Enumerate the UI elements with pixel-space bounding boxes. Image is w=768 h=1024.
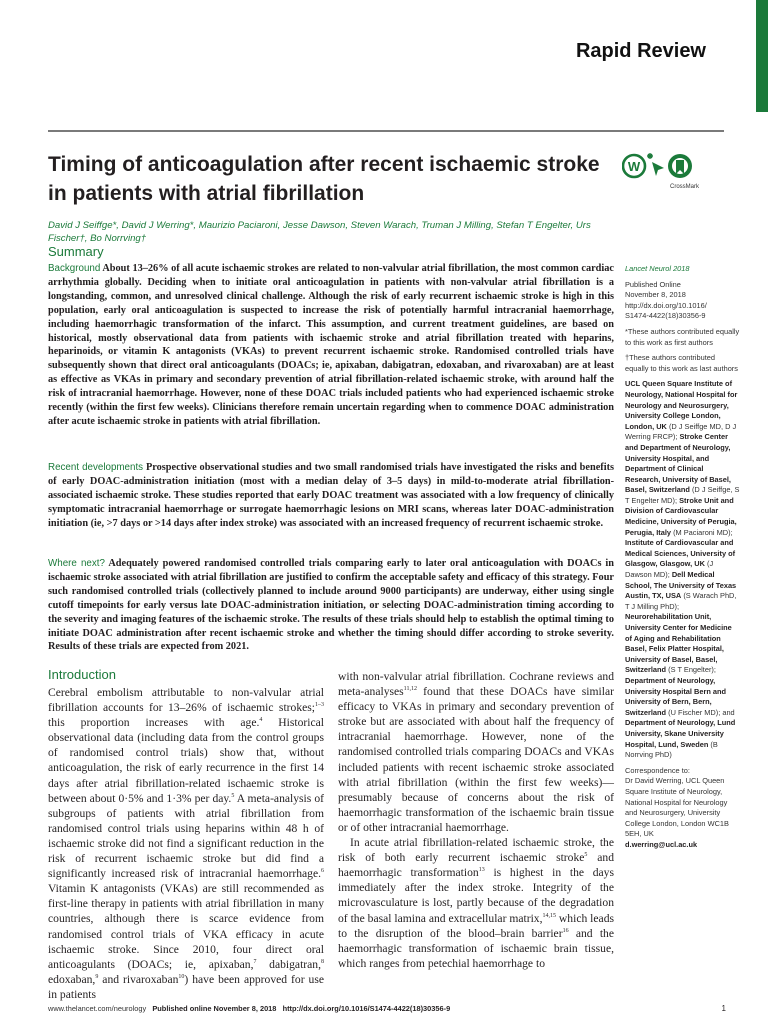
affiliation-people: (D J Seiffge MD, D J Werring FRCP); bbox=[625, 421, 737, 442]
abstract-recent-developments bbox=[48, 461, 614, 531]
equal-contribution-last: †These authors contributed equally to this work as last authors bbox=[625, 353, 738, 373]
section-color-bar bbox=[756, 0, 768, 112]
affiliation-people: (S Warach PhD, T J Milling PhD); bbox=[625, 591, 737, 611]
abstract-recent-label: Recent developments bbox=[48, 462, 144, 473]
crossmark-label: CrossMark bbox=[670, 184, 700, 190]
article-title: Timing of anticoagulation after recent ischaemic stroke in patients with atrial fibrillation bbox=[48, 153, 600, 205]
citation-ref[interactable]: 5 bbox=[231, 792, 235, 799]
svg-text:W: W bbox=[627, 159, 641, 174]
body-column-left bbox=[48, 685, 324, 1002]
body-paragraph: with non-valvular atrial fibrillation. Cochrane reviews and meta-analyses$^{11,12}$ found that these DOACs have similar efficacy to VKAs in primary and secondary prevention of stroke but are associated with about half the frequency of intracranial haemorrhage. However, none of the randomised controlled trials comparing DOACs and VKAs included patients with recent ischaemic stroke associated with atrial fibrillation (within the first few weeks)—presumably because of concerns about the risk of haemorrhagic transformation of the ischaemic brain tissue or of other intracranial haemorrhage. bbox=[338, 670, 614, 834]
abstract-recent-text: Prospective observational studies and two small randomised trials have investigated the risks and benefits of early DOAC-administration initiation (most with a median delay of 3–5 days) in mild-to-moderate atrial fibrillation-associated ischaemic stroke. These studies reported that early DOAC treatment was associated with a low frequency of clinically symptomatic intracranial haemorrhage or surrogate haemorrhagic lesions on MRI scans, whereas later DOAC-administration initiation (ie, >7 days or >14 days after index stroke) was associated with an increased frequency of recurrent ischaemic stroke. bbox=[48, 462, 615, 529]
correspondence-address: Dr David Werring, UCL Queen Square Institute of Neurology, National Hospital for Neurology and Neurosurgery, University College London, London WC1B 5EH, UK bbox=[625, 776, 729, 839]
section-label: Rapid Review bbox=[575, 40, 706, 62]
correspondence bbox=[625, 766, 740, 851]
citation-ref[interactable]: 4 bbox=[259, 717, 263, 724]
publication-date: November 8, 2018 bbox=[625, 290, 686, 300]
affiliation-name: Dell Medical School, The University of Texas Austin, TX, USA bbox=[625, 570, 737, 601]
affiliation-name: Neurorehabilitation Unit, University Center for Medicine of Aging and Rehabilitation Basel, Felix Platter Hospital, University of Basel, Basel, Switzerland bbox=[625, 612, 732, 675]
body-paragraph: Cerebral embolism attributable to non-valvular atrial fibrillation accounts for 13–26% of ischaemic strokes;$^{1-3}$ this proportion increases with age.$^4$ Historical observational data (including data from the control groups of randomised control trials) show that, without anticoagulation, the risk of early recurrence in the first 14 days after atrial fibrillation-related ischaemic stroke is between about 0·5% and 1·3% per day.$^5$ A meta-analysis of subgroups of patients with atrial fibrillation from randomised control trials using heparins within 48 h of ischaemic stroke did not find a significant reduction in the risk of recurrent ischaemic stroke but did find a significantly increased risk of intracranial haemorrhage.$^6$ Vitamin K antagonists (VKAs) are still recommended as first-line therapy in patients with atrial fibrillation in many countries, although there is scarce evidence from randomised control trials of VKA efficacy in acute ischaemic stroke. Since 2010, four direct oral anticoagulants (DOACs; ie, apixaban,$^7$ dabigatran,$^8$ edoxaban,$^9$ and rivaroxaban$^{10}$) have been approved for use in patients bbox=[48, 686, 325, 1001]
affiliation-people: (J Dawson MD); bbox=[625, 559, 714, 580]
footer-published: Published online November 8, 2018 bbox=[152, 1004, 277, 1013]
journal-citation: Lancet Neurol 2018 bbox=[625, 264, 690, 273]
doi-link-part2[interactable]: S1474-4422(18)30356-9 bbox=[625, 311, 706, 321]
published-online-label: Published Online bbox=[625, 279, 681, 289]
affiliation-people: (B Norrving PhD) bbox=[625, 739, 718, 760]
affiliation-name: Department of Neurology, Lund University, Skane University Hospital, Lund, Sweden bbox=[625, 718, 736, 749]
citation-ref[interactable]: 13 bbox=[478, 867, 485, 874]
sidebar bbox=[625, 264, 740, 855]
introduction-heading: Introduction bbox=[48, 667, 116, 682]
abstract-where-text: Adequately powered randomised controlled trials comparing early to later oral anticoagulation with DOACs in ischaemic stroke associated with atrial fibrillation are justified to confirm the acceptable safety and efficacy of this strategy. Four such randomised controlled trials (collectively planned to include around 9000 participants) are underway, either using single cutoff timepoints for early versus late DOAC-administration initiation, or selecting DOAC-administration timing according to the severity and imaging features of the ischaemic stroke. The results of these trials should help to establish the optimal timing to initiate DOAC administration after recent ischaemic stroke and whether the timing should differ according to stroke severity. Results of these trials are expected from 2021. bbox=[48, 558, 615, 653]
abstract-where-label: Where next? bbox=[48, 558, 105, 569]
citation-ref[interactable]: 11,12 bbox=[403, 686, 417, 693]
affiliation-name: Department of Neurology, University Hospital Bern and University of Bern, Bern, Switzerland bbox=[625, 675, 727, 717]
footer-doi[interactable]: http://dx.doi.org/10.1016/S1474-4422(18)30356-9 bbox=[282, 1004, 451, 1013]
abstract-background-text: About 13–26% of all acute ischaemic strokes are related to non-valvular atrial fibrillation, the most common cardiac arrhythmia globally. Deciding when to initiate oral anticoagulation in patients with non-valvular atrial fibrillation is a longstanding, common, and unresolved clinical challenge. Although the risk of early recurrent ischaemic stroke is high in this population, early oral anticoagulation is suspected to increase the risk of potentially harmful intracranial haemorrhage, including haemorrhagic transformation of the infarct. This assumption, and current treatment guidelines, are based on historical, mostly observational data from patients with ischaemic stroke and atrial fibrillation treated with heparins, heparinoids, or vitamin K antagonists (VKAs) to prevent recurrent ischaemic stroke. Randomised controlled trials have subsequently shown that direct oral anticoagulants (DOACs; ie, apixaban, dabigatran, edoxaban, and rivaroxaban) are at least as effective as VKAs in primary and secondary prevention of atrial fibrillation-related ischaemic stroke, with around half the risk of intracranial haemorrhage. However, none of these DOAC trials included patients who had experienced ischaemic stroke recently (within the first few weeks). Clinicians therefore remain uncertain regarding when to commence DOAC administration after acute ischaemic stroke in patients with atrial fibrillation. bbox=[48, 263, 614, 427]
journal-url[interactable]: www.thelancet.com/neurology bbox=[48, 1004, 147, 1013]
page-footer bbox=[48, 1004, 728, 1013]
affiliation-people: (S T Engelter); bbox=[668, 665, 716, 675]
correspondence-label: Correspondence to: bbox=[625, 765, 690, 775]
page-number: 1 bbox=[721, 1004, 726, 1013]
citation-ref[interactable]: 7 bbox=[253, 958, 257, 965]
affiliation-people: (U Fischer MD); and bbox=[668, 707, 735, 717]
citation-ref[interactable]: 8 bbox=[321, 958, 324, 965]
affiliation-name: Stroke Center and Department of Neurology, University Hospital, and Department of Clinical Research, University of Basel, Basel, Switzerland bbox=[625, 432, 731, 495]
affiliation-people: (M Paciaroni MD); bbox=[673, 527, 733, 537]
body-paragraph: In acute atrial fibrillation-related ischaemic stroke, the risk of both early recurrent ischaemic stroke$^5$ and haemorrhagic transformation$^{13}$ is highest in the days immediately after the index stroke. Integrity of the microvasculature is lost, partly because of the degradation of the basal lamina and extracellular matrix,$^{14,15}$ which leads to the disruption of the blood–brain barrier$^{16}$ and the haemorrhagic transformation of ischaemic brain tissue, which ranges from petechial haemorrhage to bbox=[338, 836, 615, 970]
citation-ref[interactable]: 9 bbox=[95, 973, 99, 980]
author-list: David J Seiffge*, David J Werring*, Maurizio Paciaroni, Jesse Dawson, Steven Warach, Truman J Milling, Stefan T Engelter, Urs Fischer†, Bo Norrving† bbox=[48, 220, 591, 244]
citation-ref[interactable]: 1–3 bbox=[315, 702, 324, 709]
abstract-background-label: Background bbox=[48, 263, 101, 274]
publication-info bbox=[625, 280, 740, 322]
affiliation-name: Institute of Cardiovascular and Medical Sciences, University of Glasgow, Glasgow, UK bbox=[625, 538, 736, 569]
header-rule bbox=[48, 130, 724, 132]
summary-heading: Summary bbox=[48, 244, 104, 259]
affiliation-name: UCL Queen Square Institute of Neurology, National Hospital for Neurology and Neurosurgery, University College London, London, UK bbox=[625, 379, 738, 431]
correspondence-email[interactable]: d.werring@ucl.ac.uk bbox=[625, 839, 698, 849]
equal-contribution-first: *These authors contributed equally to this work as first authors bbox=[625, 326, 740, 347]
doi-link-part1[interactable]: http://dx.doi.org/10.1016/ bbox=[625, 300, 707, 310]
citation-ref[interactable]: 14,15 bbox=[542, 912, 557, 919]
abstract-where-next bbox=[48, 557, 614, 654]
citation-ref[interactable]: 16 bbox=[562, 927, 569, 934]
abstract-background bbox=[48, 262, 614, 429]
affiliation-name: Stroke Unit and Division of Cardiovascular Medicine, University of Perugia, Perugia, Italy bbox=[625, 495, 737, 537]
citation-ref[interactable]: 6 bbox=[321, 868, 324, 875]
affiliation-people: (D J Seiffge, S T Engelter MD); bbox=[625, 485, 740, 505]
affiliations bbox=[625, 379, 740, 760]
citation-ref[interactable]: 10 bbox=[178, 973, 185, 980]
citation-ref[interactable]: 5 bbox=[584, 852, 588, 859]
body-column-right bbox=[338, 669, 614, 971]
